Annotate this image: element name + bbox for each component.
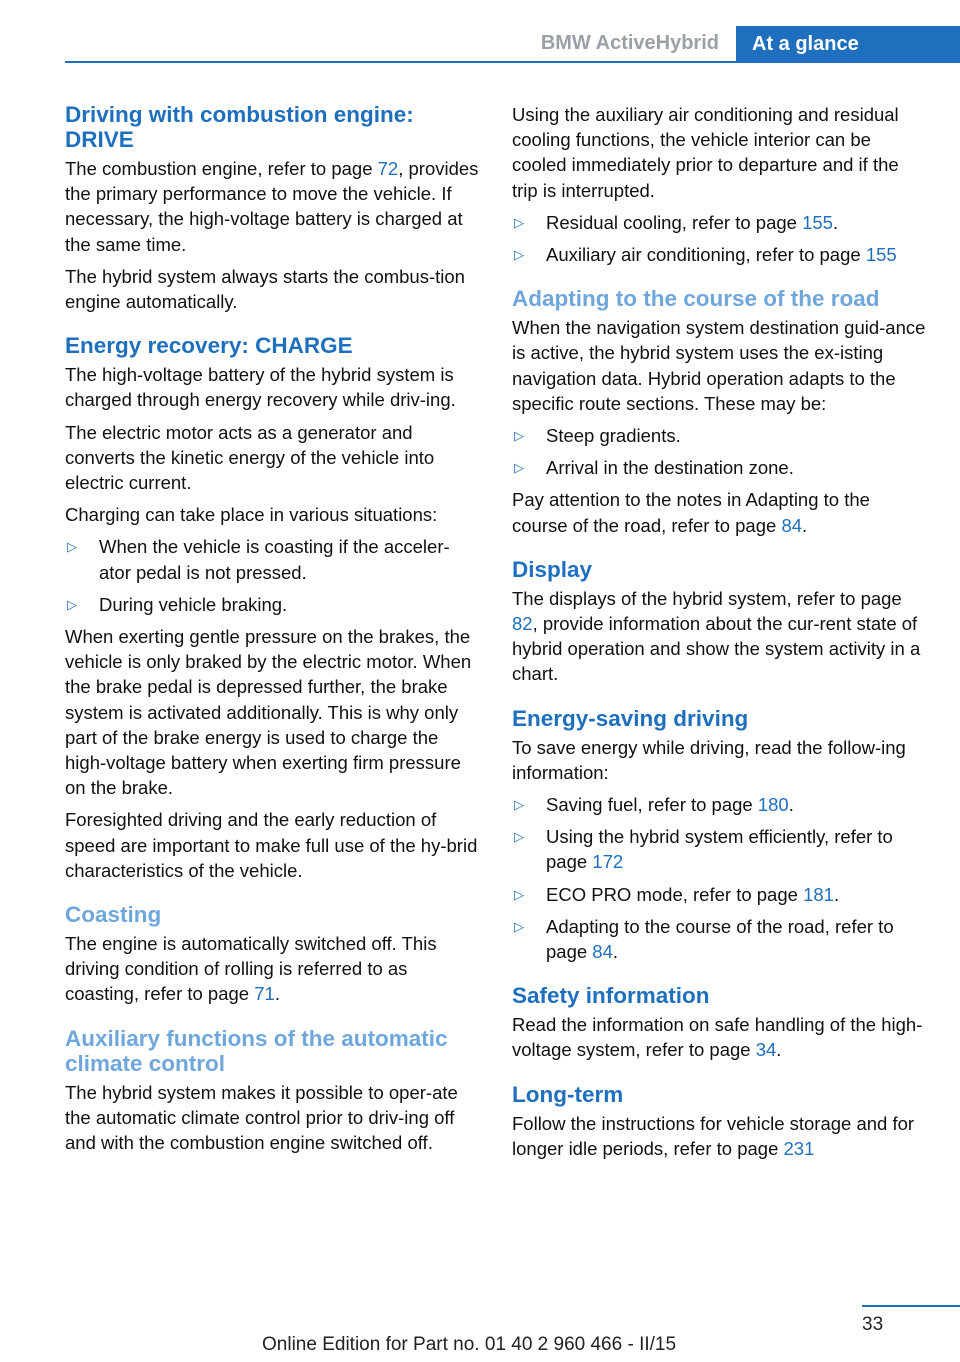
paragraph: Pay attention to the notes in Adapting to the course of the road, refer to page 84. — [512, 489, 870, 536]
footer-rule — [862, 1305, 960, 1307]
page-link[interactable]: 84 — [592, 941, 613, 963]
paragraph: When the navigation system destination guid‐ance is active, the hybrid system uses the ex‐isting navigation data. Hybrid operation adapts to the specific route sections. These may be: — [512, 317, 926, 414]
list-item: ▷ Residual cooling, refer to page 155. — [512, 210, 928, 235]
page-link[interactable]: 155 — [865, 244, 897, 266]
page-link[interactable]: 172 — [592, 851, 624, 873]
page-link[interactable]: 84 — [781, 514, 803, 536]
page-link[interactable]: 231 — [783, 1137, 815, 1159]
heading-long-term: Long-term — [512, 1081, 624, 1107]
list-item: ▷ Saving fuel, refer to page 180. — [512, 792, 928, 817]
paragraph: Using the auxiliary air conditioning and residual cooling functions, the vehicle interior can be cooled immediately prior to departure and if the trip is interrupted. — [512, 104, 899, 201]
heading-charge: Energy recovery: CHARGE — [65, 333, 353, 359]
list-item: ▷ Steep gradients. — [512, 423, 928, 448]
right-column — [512, 102, 928, 1161]
paragraph: Read the information on safe handling of the high-voltage system, refer to page 34. — [512, 1014, 923, 1061]
list-item: ▷ Arrival in the destination zone. — [512, 455, 928, 480]
list-item: ▷ ECO PRO mode, refer to page 181. — [512, 882, 928, 907]
header-rule — [65, 61, 960, 63]
header-chapter-tab[interactable]: At a glance — [736, 26, 960, 62]
page-link[interactable]: 82 — [512, 613, 533, 635]
bullet-list — [512, 210, 928, 267]
paragraph: Charging can take place in various situations: — [65, 504, 438, 526]
bullet-list — [512, 792, 928, 964]
paragraph: Foresighted driving and the early reduction of speed are important to make full use of the hy‐brid characteristics of the vehicle. — [65, 809, 478, 881]
list-item: ▷ Auxiliary air conditioning, refer to page 155 — [512, 242, 928, 267]
list-item: ▷ During vehicle braking. — [65, 592, 481, 617]
paragraph: The displays of the hybrid system, refer to page 82, provide information about the cur‐rent state of hybrid operation and show the system activity in a chart. — [512, 587, 921, 685]
bullet-list — [512, 423, 928, 480]
heading-coasting: Coasting — [65, 902, 162, 928]
page-link[interactable]: 71 — [254, 983, 275, 1005]
page-link[interactable]: 155 — [802, 211, 833, 233]
page-link[interactable]: 34 — [755, 1039, 777, 1061]
page-header — [0, 0, 960, 62]
paragraph: When exerting gentle pressure on the brakes, the vehicle is only braked by the electric motor. When the brake pedal is depressed further, the brake system is activated additionally. This is why only part of the brake energy is used to charge the high-voltage battery when exerting firm pressure on the brake. — [65, 626, 472, 799]
edition-footer: Online Edition for Part no. 01 40 2 960 466 - II/15 — [262, 1334, 677, 1355]
paragraph: The hybrid system always starts the combus‐tion engine automatically. — [65, 265, 465, 313]
heading-adapting-road: Adapting to the course of the road — [512, 286, 880, 312]
paragraph: The engine is automatically switched off. This driving condition of rolling is referred to as coasting, refer to page 71. — [65, 933, 437, 1005]
header-section-title: BMW ActiveHybrid — [540, 32, 719, 54]
bullet-list — [65, 534, 481, 617]
list-item: ▷ Adapting to the course of the road, refer to page 84. — [512, 914, 928, 964]
paragraph: The electric motor acts as a generator and converts the kinetic energy of the vehicle into electric current. — [65, 421, 435, 494]
heading-display: Display — [512, 556, 593, 582]
heading-safety: Safety information — [512, 983, 710, 1009]
heading-drive: Driving with combustion engine: DRIVE — [65, 102, 414, 152]
heading-energy-saving: Energy-saving driving — [512, 705, 749, 731]
paragraph: The hybrid system makes it possible to oper‐ate the automatic climate control prior to driv‐ing off and with the combustion engine switched off. — [65, 1081, 458, 1154]
page-link[interactable]: 181 — [803, 883, 834, 905]
left-column — [65, 102, 481, 1155]
page-number: 33 — [862, 1314, 884, 1335]
page-link[interactable]: 180 — [757, 794, 789, 816]
page-link[interactable]: 72 — [377, 158, 399, 179]
paragraph: The combustion engine, refer to page 72, provides the primary performance to move the vehicle. If necessary, the high-voltage battery is charged at the same time. — [65, 158, 479, 255]
paragraph: To save energy while driving, read the follow‐ing information: — [512, 736, 906, 783]
paragraph: The high-voltage battery of the hybrid system is charged through energy recovery while driv‐ing. — [65, 364, 456, 411]
heading-auxiliary-functions: Auxiliary functions of the automatic climate control — [65, 1025, 448, 1076]
list-item: ▷ Using the hybrid system efficiently, refer to page 172 — [512, 824, 928, 874]
list-item: ▷ When the vehicle is coasting if the acceler‐ator pedal is not pressed. — [65, 534, 481, 584]
paragraph: Follow the instructions for vehicle storage and for longer idle periods, refer to page 231 — [512, 1112, 915, 1159]
